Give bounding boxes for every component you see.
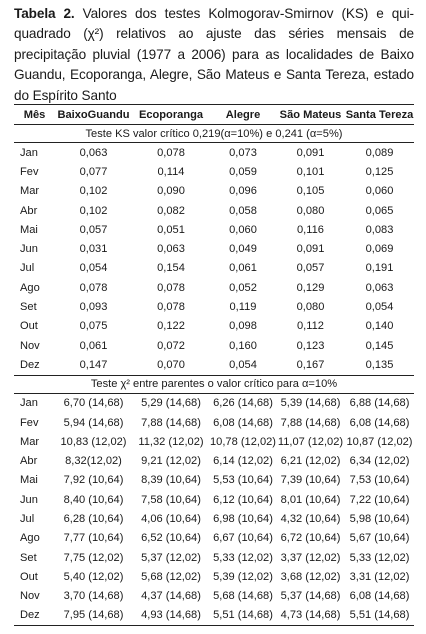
header-cell-ecoporanga: Ecoporanga	[132, 105, 210, 125]
cell-alegre: 0,098	[229, 320, 257, 333]
cell-sao-mateus: 0,105	[296, 185, 325, 198]
cell-baixo-guandu: 0,063	[79, 146, 108, 159]
cell-baixo-guandu: 7,95 (14,68)	[55, 606, 132, 626]
cell-month: Jul	[20, 512, 35, 525]
cell-sao-mateus: 4,32 (10,64)	[280, 512, 341, 525]
cell-ecoporanga: 4,93 (14,68)	[132, 606, 210, 626]
cell-santa-tereza: 0,145	[365, 339, 394, 352]
cell-santa-tereza: 6,34 (12,02)	[349, 455, 410, 468]
cell-month: Mai	[20, 223, 38, 236]
chi-critical-value-note: Teste χ² entre parentes o valor crítico para α=10%	[14, 375, 414, 393]
cell-month: Abr	[20, 204, 38, 217]
cell-baixo-guandu: 0,102	[79, 204, 108, 217]
cell-month: Dez	[20, 358, 40, 371]
cell-santa-tereza: 0,054	[365, 301, 394, 314]
cell-baixo-guandu: 0,078	[79, 281, 108, 294]
cell-sao-mateus: 0,129	[296, 281, 325, 294]
cell-ecoporanga: 0,072	[157, 339, 185, 352]
cell-month: Nov	[20, 339, 40, 352]
cell-ecoporanga: 0,114	[157, 165, 185, 178]
header-cell-alegre: Alegre	[210, 105, 276, 125]
cell-month: Jul	[20, 262, 35, 275]
chi-table-row	[14, 490, 414, 509]
cell-alegre: 6,67 (10,64)	[213, 532, 273, 545]
cell-sao-mateus: 6,21 (12,02)	[280, 455, 341, 468]
cell-baixo-guandu: 5,94 (14,68)	[63, 416, 124, 429]
ks-table-row	[14, 239, 414, 258]
cell-ecoporanga: 0,070	[157, 358, 185, 371]
ks-table-row	[14, 201, 414, 220]
header-cell-sao-mateus: São Mateus	[276, 105, 345, 125]
cell-ecoporanga: 0,078	[157, 281, 185, 294]
ks-table-row	[14, 259, 414, 278]
cell-sao-mateus: 0,101	[296, 165, 325, 178]
ks-critical-value-note: Teste KS valor crítico 0,219(α=10%) e 0,241 (α=5%)	[14, 125, 414, 143]
cell-ecoporanga: 0,122	[157, 320, 185, 333]
cell-santa-tereza: 5,67 (10,64)	[349, 532, 410, 545]
cell-sao-mateus: 3,37 (12,02)	[280, 551, 341, 564]
cell-sao-mateus: 0,116	[297, 223, 324, 236]
ks-table-row	[14, 182, 414, 201]
cell-santa-tereza: 0,191	[365, 262, 394, 275]
caption-label: Tabela 2.	[14, 6, 75, 21]
cell-alegre: 6,12 (10,64)	[213, 493, 273, 506]
cell-month: Fev	[20, 165, 39, 178]
cell-ecoporanga: 0,090	[157, 185, 185, 198]
cell-baixo-guandu: 8,40 (10,64)	[63, 493, 124, 506]
cell-alegre: 0,058	[229, 204, 257, 217]
cell-month: Jan	[20, 146, 38, 159]
ks-table-row	[14, 336, 414, 355]
cell-santa-tereza: 5,98 (10,64)	[349, 512, 410, 525]
chi-table-row	[14, 567, 414, 586]
cell-sao-mateus: 0,080	[296, 204, 325, 217]
cell-sao-mateus: 8,01 (10,64)	[280, 493, 341, 506]
ks-table-row	[14, 278, 414, 297]
cell-month: Set	[20, 301, 37, 314]
cell-santa-tereza: 7,22 (10,64)	[349, 493, 410, 506]
caption-text: Valores dos testes Kolmogorav-Smirnov (KS) e qui-quadrado (χ²) relativos ao ajuste das séries mensais de precipitação pluvial (1977 a 2006) para as localidades de Baixo Guandu, Ecoporanga, Alegre, São Mateus e Santa Tereza, estado do Espírito Santo	[14, 6, 414, 103]
cell-alegre: 0,096	[229, 185, 257, 198]
cell-baixo-guandu: 7,75 (12,02)	[63, 551, 124, 564]
cell-month: Dez	[14, 606, 55, 626]
cell-alegre: 6,26 (14,68)	[213, 397, 273, 410]
cell-month: Jan	[20, 397, 38, 410]
cell-ecoporanga: 9,21 (12,02)	[141, 455, 201, 468]
cell-sao-mateus: 0,091	[296, 146, 325, 159]
cell-santa-tereza: 5,33 (12,02)	[349, 551, 410, 564]
cell-baixo-guandu: 0,054	[79, 262, 108, 275]
cell-month: Out	[20, 570, 38, 583]
cell-santa-tereza: 6,08 (14,68)	[349, 416, 410, 429]
cell-ecoporanga: 0,063	[157, 243, 185, 256]
cell-month: Set	[20, 551, 37, 564]
cell-ecoporanga: 8,39 (10,64)	[141, 474, 201, 487]
cell-sao-mateus: 0,112	[297, 320, 324, 333]
cell-month: Jun	[20, 493, 38, 506]
cell-ecoporanga: 6,52 (10,64)	[141, 532, 201, 545]
cell-ecoporanga: 0,078	[157, 146, 185, 159]
cell-alegre: 0,059	[229, 165, 257, 178]
cell-baixo-guandu: 0,061	[79, 339, 108, 352]
cell-baixo-guandu: 8,32(12,02)	[65, 455, 122, 468]
cell-santa-tereza: 10,87 (12,02)	[346, 435, 413, 448]
cell-month: Ago	[20, 532, 40, 545]
chi-table-row	[14, 393, 414, 413]
ks-section-row	[14, 125, 414, 143]
cell-month: Abr	[20, 455, 38, 468]
cell-alegre: 5,33 (12,02)	[213, 551, 273, 564]
cell-alegre: 0,052	[229, 281, 257, 294]
cell-ecoporanga: 4,37 (14,68)	[141, 590, 201, 603]
cell-sao-mateus: 5,39 (14,68)	[280, 397, 341, 410]
cell-sao-mateus: 0,167	[296, 358, 325, 371]
cell-sao-mateus: 0,080	[296, 301, 325, 314]
cell-baixo-guandu: 3,70 (14,68)	[63, 590, 124, 603]
cell-santa-tereza: 6,08 (14,68)	[349, 590, 410, 603]
cell-alegre: 5,51 (14,68)	[210, 606, 276, 626]
cell-santa-tereza: 5,51 (14,68)	[345, 606, 414, 626]
cell-santa-tereza: 0,135	[365, 358, 394, 371]
cell-santa-tereza: 7,53 (10,64)	[349, 474, 410, 487]
cell-santa-tereza: 0,125	[365, 165, 394, 178]
cell-sao-mateus: 11,07 (12,02)	[277, 435, 344, 448]
ks-table-row	[14, 297, 414, 316]
cell-baixo-guandu: 0,147	[79, 358, 108, 371]
ks-table-row	[14, 220, 414, 239]
cell-alegre: 0,073	[229, 146, 257, 159]
cell-ecoporanga: 5,68 (12,02)	[141, 570, 201, 583]
cell-baixo-guandu: 7,92 (10,64)	[63, 474, 124, 487]
cell-santa-tereza: 0,063	[365, 281, 394, 294]
cell-ecoporanga: 5,29 (14,68)	[141, 397, 201, 410]
cell-baixo-guandu: 6,28 (10,64)	[63, 512, 124, 525]
header-row	[14, 105, 414, 125]
cell-alegre: 5,68 (14,68)	[213, 590, 273, 603]
ks-table-row	[14, 355, 414, 375]
cell-alegre: 0,054	[229, 358, 257, 371]
cell-ecoporanga: 0,082	[157, 204, 185, 217]
cell-sao-mateus: 6,72 (10,64)	[280, 532, 341, 545]
cell-month: Ago	[20, 281, 40, 294]
cell-baixo-guandu: 10,83 (12,02)	[60, 435, 127, 448]
header-cell-santa-tereza: Santa Tereza	[345, 105, 414, 125]
cell-sao-mateus: 4,73 (14,68)	[276, 606, 345, 626]
cell-santa-tereza: 3,31 (12,02)	[349, 570, 410, 583]
cell-santa-tereza: 6,88 (14,68)	[349, 397, 410, 410]
cell-baixo-guandu: 0,075	[79, 320, 108, 333]
cell-santa-tereza: 0,065	[365, 204, 394, 217]
cell-sao-mateus: 7,39 (10,64)	[280, 474, 341, 487]
cell-baixo-guandu: 7,77 (10,64)	[63, 532, 124, 545]
table-body	[14, 125, 414, 626]
cell-santa-tereza: 0,083	[365, 223, 394, 236]
cell-sao-mateus: 0,057	[296, 262, 325, 275]
chi-section-row	[14, 375, 414, 393]
cell-baixo-guandu: 0,031	[79, 243, 108, 256]
cell-sao-mateus: 7,88 (14,68)	[280, 416, 341, 429]
cell-ecoporanga: 7,58 (10,64)	[141, 493, 201, 506]
cell-sao-mateus: 5,37 (14,68)	[280, 590, 341, 603]
cell-month: Jun	[20, 243, 38, 256]
chi-table-row	[14, 432, 414, 451]
header-cell-month: Mês	[14, 105, 55, 125]
chi-table-row	[14, 606, 414, 626]
cell-alegre: 5,39 (12,02)	[213, 570, 273, 583]
cell-ecoporanga: 5,37 (12,02)	[141, 551, 201, 564]
table-caption	[14, 4, 414, 106]
cell-alegre: 0,119	[229, 301, 257, 314]
ks-table-row	[14, 317, 414, 336]
cell-baixo-guandu: 0,077	[79, 165, 108, 178]
cell-ecoporanga: 4,06 (10,64)	[141, 512, 201, 525]
cell-month: Mar	[20, 435, 40, 448]
cell-sao-mateus: 0,091	[296, 243, 325, 256]
cell-alegre: 0,049	[229, 243, 257, 256]
cell-sao-mateus: 3,68 (12,02)	[280, 570, 341, 583]
cell-ecoporanga: 0,154	[157, 262, 185, 275]
cell-month: Out	[20, 320, 38, 333]
cell-alegre: 10,78 (12,02)	[210, 435, 276, 448]
cell-alegre: 0,160	[229, 339, 257, 352]
chi-table-row	[14, 529, 414, 548]
chi-table-row	[14, 451, 414, 470]
cell-alegre: 6,98 (10,64)	[213, 512, 273, 525]
chi-table-row	[14, 471, 414, 490]
chi-table-row	[14, 548, 414, 567]
chi-table-row	[14, 413, 414, 432]
cell-baixo-guandu: 0,057	[79, 223, 108, 236]
cell-santa-tereza: 0,069	[365, 243, 394, 256]
ks-table-row	[14, 143, 414, 163]
chi-table-row	[14, 587, 414, 606]
ks-chi-square-table	[14, 104, 414, 626]
cell-baixo-guandu: 0,102	[79, 185, 108, 198]
cell-baixo-guandu: 6,70 (14,68)	[63, 397, 124, 410]
cell-santa-tereza: 0,089	[365, 146, 394, 159]
ks-table-row	[14, 162, 414, 181]
cell-alegre: 5,53 (10,64)	[213, 474, 273, 487]
chi-table-row	[14, 509, 414, 528]
cell-month: Fev	[20, 416, 39, 429]
cell-ecoporanga: 0,078	[157, 301, 185, 314]
cell-baixo-guandu: 0,093	[79, 301, 108, 314]
cell-month: Mai	[20, 474, 38, 487]
cell-santa-tereza: 0,140	[365, 320, 394, 333]
cell-ecoporanga: 7,88 (14,68)	[141, 416, 201, 429]
cell-sao-mateus: 0,123	[296, 339, 325, 352]
header-cell-baixo-guandu: BaixoGuandu	[55, 105, 132, 125]
cell-alegre: 6,14 (12,02)	[213, 455, 273, 468]
cell-ecoporanga: 11,32 (12,02)	[138, 435, 204, 448]
cell-alegre: 0,061	[229, 262, 257, 275]
cell-alegre: 6,08 (14,68)	[213, 416, 273, 429]
cell-santa-tereza: 0,060	[365, 185, 394, 198]
cell-month: Nov	[20, 590, 40, 603]
cell-month: Mar	[20, 185, 40, 198]
cell-baixo-guandu: 5,40 (12,02)	[63, 570, 124, 583]
cell-alegre: 0,060	[229, 223, 257, 236]
cell-ecoporanga: 0,051	[157, 223, 185, 236]
